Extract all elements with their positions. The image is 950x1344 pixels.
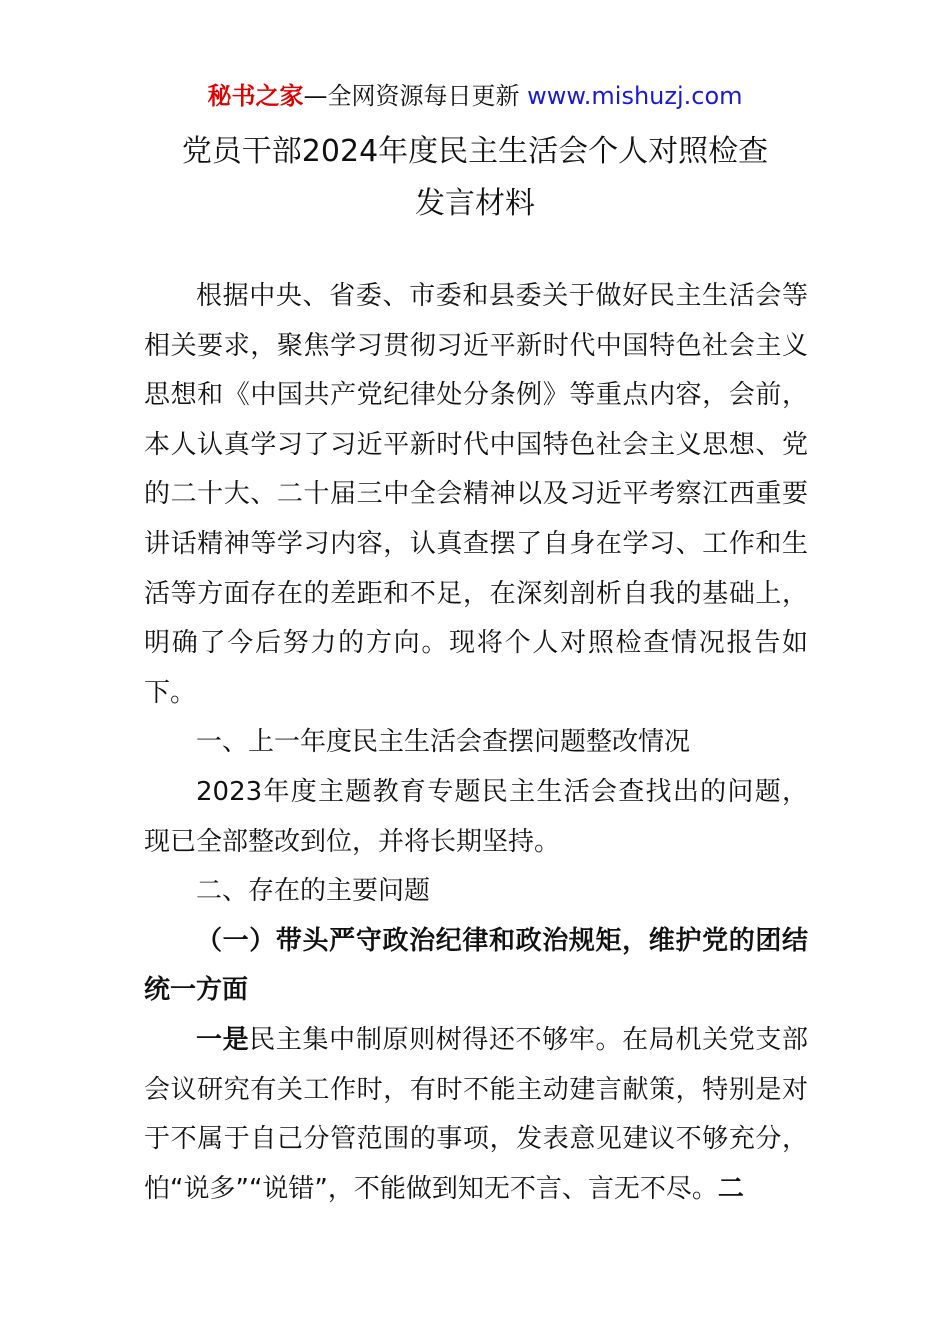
section-1-heading: 一、上一年度民主生活会查摆问题整改情况	[196, 727, 691, 758]
point-2-lead: 二	[717, 1173, 744, 1204]
subsection-1-heading: （一）带头严守政治纪律和政治规矩，维护党的团结统一方面	[144, 925, 808, 1006]
section-1-paragraph: 2023年度主题教育专题民主生活会查找出的问题，现已全部整改到位，并将长期坚持。	[144, 776, 808, 857]
document-title-line-2: 发言材料	[415, 186, 535, 221]
site-brand: 秘书之家	[207, 82, 304, 110]
intro-paragraph: 根据中央、省委、市委和县委关于做好民主生活会等相关要求，聚焦学习贯彻习近平新时代中国特色社会主义思想和《中国共产党纪律处分条例》等重点内容，会前，本人认真学习了习近平新时代中国特色社会主义思想、党的二十大、二十届三中全会精神以及习近平考察江西重要讲话精神等学习内容，认真查摆了自身在学习、工作和生活等方面存在的差距和不足，在深刻剖析自我的基础上，明确了今后努力的方向。现将个人对照检查情况报告如下。	[144, 281, 808, 708]
site-tagline: —全网资源每日更新	[303, 82, 528, 110]
document-body	[144, 272, 808, 1214]
site-header	[0, 80, 950, 112]
document-title-line-1: 党员干部2024年度民主生活会个人对照检查	[181, 134, 769, 169]
point-1-paragraph	[144, 1016, 808, 1214]
site-url-link[interactable]: www.mishuzj.com	[527, 82, 743, 110]
point-1-text: 民主集中制原则树得还不够牢。在局机关党支部会议研究有关工作时，有时不能主动建言献策，特别是对于不属于自己分管范围的事项，发表意见建议不够充分，怕“说多”“说错”，不能做到知无不言、言无不尽。	[144, 1024, 808, 1204]
document-title	[130, 126, 820, 230]
section-2-heading: 二、存在的主要问题	[196, 876, 431, 907]
point-1-lead: 一是	[196, 1024, 250, 1055]
